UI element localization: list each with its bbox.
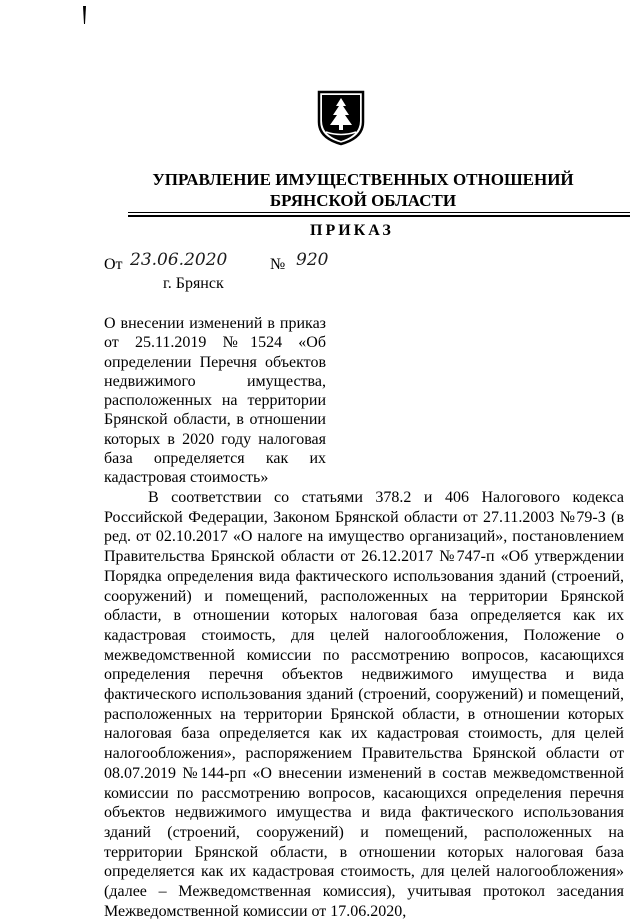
header-divider-thick bbox=[128, 215, 630, 217]
order-body-paragraph: В соответствии со статьями 378.2 и 406 Налогового кодекса Российской Федерации, Законом Брянской области от 27.11.2003 №79-З (в ред. от 02.10.2017 «О налоге на имущество организаций», постановлением Правительства Брянской области от 26.12.2017 №747-п «Об утверждении Порядка определения вида фактического использования зданий (строений, сооружений) и помещений, расположенных на территории Брянской области, в отношении которых налоговая база определяется как их кадастровая стоимость, для целей налогообложения, Положение о межведомственной комиссии по рассмотрению вопросов, касающихся определения перечня объектов недвижимого имущества и вида фактического использования зданий (строений, сооружений) и помещений, расположенных на территории Брянской области, в отношении которых налоговая база определяется как их кадастровая стоимость, для целей налогообложения», распоряжением Правительства Брянской области от 08.07.2019 №144-рп «О внесении изменений в состав межведомственной комиссии по рассмотрению вопросов, касающихся определения перечня объектов недвижимого имущества и вида фактического использования зданий (строений, сооружений) и помещений, расположенных на территории Брянской области, в отношении которых налоговая база определяется как их кадастровая стоимость, для целей налогообложения» (далее – Межведомственная комиссия), учитывая протокол заседания Межведомственной комиссии от 17.06.2020, bbox=[104, 489, 624, 920]
scan-mark bbox=[82, 6, 87, 24]
number-label: № bbox=[270, 256, 286, 273]
city: г. Брянск bbox=[163, 275, 224, 292]
bryansk-coat-of-arms-icon bbox=[316, 88, 366, 146]
document-type: ПРИКАЗ bbox=[310, 222, 394, 239]
date-value: 23.06.2020 bbox=[130, 250, 228, 270]
organization-name-line1: УПРАВЛЕНИЕ ИМУЩЕСТВЕННЫХ ОТНОШЕНИЙ bbox=[152, 170, 574, 189]
order-subject: О внесении изменений в приказ от 25.11.2019 №1524 «Об определении Перечня объектов недвижимого имущества, расположенных на территории Брянской области, в отношении которых в 2020 году налоговая база определяется как их кадастровая стоимость» bbox=[104, 315, 326, 487]
header-divider bbox=[128, 212, 630, 213]
organization-name-line2: БРЯНСКОЙ ОБЛАСТИ bbox=[269, 191, 457, 210]
date-label: От bbox=[104, 256, 123, 273]
number-value: 920 bbox=[296, 250, 329, 270]
